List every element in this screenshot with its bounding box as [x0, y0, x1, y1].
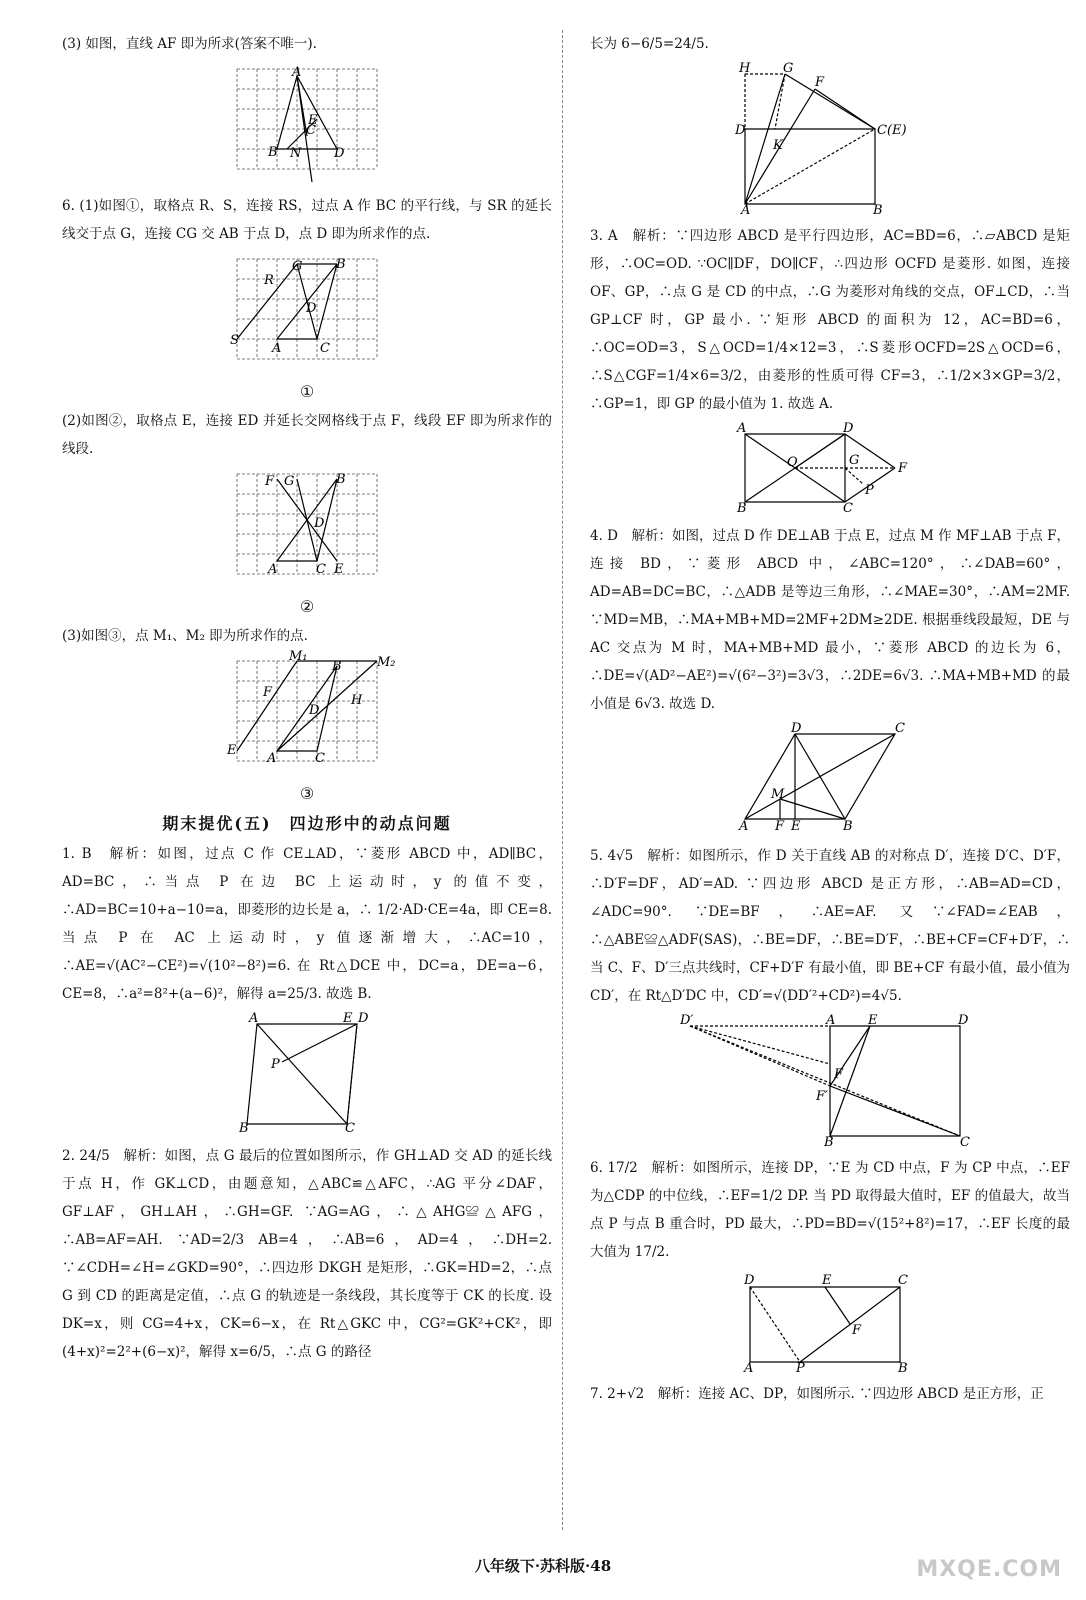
svg-text:D′: D′ [680, 1013, 694, 1028]
svg-text:C: C [898, 1273, 908, 1288]
svg-text:D: D [735, 123, 746, 138]
svg-text:E: E [227, 743, 237, 758]
svg-text:F: F [898, 461, 908, 476]
svg-text:C: C [315, 751, 325, 766]
question-3: 3. A 解析：∵四边形 ABCD 是平行四边形，AC=BD=6，∴▱ABCD 是矩形，∴OC=OD. ∵OC∥DF，DO∥CF，∴四边形 OCFD 是菱形. 如图，连接 OF、GP，∴点 G 是 CD 的中点，∴G 为菱形对角线的交点，OF⊥CD，∴当 GP⊥CF 时，GP 最小. ∵矩形 ABCD 的面积为 12，AC=BD=6，∴OC=OD=3，S△OCD=1/4×12=3，∴S菱形OCFD=2S△OCD=6，∴S△CGF=1/4×6=3/2，由菱形的性质可得 CF=3，∴1/2×3×GP=3/2，∴GP=1，即 GP 的最小值为 1. 故选 A. [590, 228, 1070, 412]
figure-1 [232, 254, 382, 374]
svg-text:F: F [775, 819, 785, 834]
svg-text:B: B [239, 1121, 249, 1136]
svg-text:B: B [873, 203, 883, 218]
svg-text:C: C [960, 1135, 970, 1150]
figure-2 [232, 469, 382, 589]
svg-text:N: N [290, 146, 302, 161]
svg-text:B: B [737, 501, 747, 516]
svg-text:A: A [292, 65, 302, 80]
question-2: 2. 24/5 解析：如图，点 G 最后的位置如图所示，作 GH⊥AD 交 AD 的延长线于点 H，作 GK⊥CD，由题意知，△ABC≌△AFC，∴AG 平分∠DAF，GF⊥AF，GH⊥AH，∴GH=GF. ∵AG=AG，∴△AHG≌△AFG，∴AB=AF=AH. ∵AD=2/3 AB=4，∴AB=6，AD=4，∴DH=2. ∵∠CDH=∠H=∠GKD=90°，∴四边形 DKGH 是矩形，∴GK=HD=2，∴点 G 到 CD 的距离是定值，∴点 G 的轨迹是一条线段，其长度等于 CK 的长度. 设 DK=x，则 CG=4+x，CK=6−x，在 Rt△GKC 中，CG²=GK²+CK²，即(4+x)²=2²+(6−x)²，解得 x=6/5，∴点 G 的路径 [62, 1148, 552, 1360]
svg-text:C: C [316, 562, 326, 577]
svg-text:C: C [843, 501, 853, 516]
right-column [590, 30, 1070, 1408]
question-5: 5. 4√5 解析：如图所示，作 D 关于直线 AB 的对称点 D′，连接 D′C、D′F，∴D′F=DF，AD′=AD. ∵四边形 ABCD 是正方形，∴AB=AD=CD，∠ADC=90°. ∵DE=BF，∴AE=AF. 又∵∠FAD=∠EAB，∴△ABE≌△ADF(SAS)，∴BE=DF，∴BE=D′F，∴BE+CF=CF+D′F，∴当 C、F、D′三点共线时，CF+D′F 有最小值，即 BE+CF 有最小值，最小值为 CD′，在 Rt△D′DC 中，CD′=√(DD′²+CD²)=4√5. [590, 848, 1070, 1004]
svg-text:E: E [334, 562, 344, 577]
svg-text:P: P [271, 1057, 280, 1072]
left-paragraph-4: (3)如图③，点 M₁、M₂ 即为所求作的点. [62, 628, 308, 644]
svg-text:E: E [868, 1013, 878, 1028]
svg-text:A: A [739, 819, 749, 834]
svg-text:C: C [306, 123, 316, 138]
svg-text:M₁: M₁ [289, 649, 308, 664]
question-7: 7. 2+√2 解析：连接 AC、DP，如图所示. ∵四边形 ABCD 是正方形，正 [590, 1386, 1044, 1402]
left-paragraph-2: 6. (1)如图①，取格点 R、S，连接 RS，过点 A 作 BC 的平行线，与 SR 的延长线交于点 G，连接 CG 交 AB 于点 D，点 D 即为所求作的点. [62, 198, 552, 242]
svg-text:D: D [958, 1013, 969, 1028]
svg-text:P: P [796, 1361, 805, 1376]
svg-text:E: E [822, 1273, 832, 1288]
svg-text:A: A [741, 203, 751, 218]
svg-text:B: B [268, 145, 278, 160]
caption-3: ③ [299, 784, 315, 803]
svg-text:D: D [843, 421, 854, 436]
question-4: 4. D 解析：如图，过点 D 作 DE⊥AB 于点 E，过点 M 作 MF⊥AB 于点 F，连接 BD，∵菱形 ABCD 中，∠ABC=120°，∴∠DAB=60°，AD=AB=DC=BC，∴△ADB 是等边三角形，∴∠MAE=30°，∴AM=2MF. ∵MD=MB，∴MA+MB+MD=2MF+2DM≥2DE. 根据垂线段最短，DE 与 AC 交点为 M 时，MA+MB+MD 最小，∵菱形 ABCD 的边长为 6，∴DE=√(AD²−AE²)=√(6²−3²)=3√3，∴2DE=6√3. ∴MA+MB+MD 的最小值是 6√3. 故选 D. [590, 528, 1070, 712]
page-footer: 八年级下·苏科版·48 [474, 1557, 612, 1575]
left-paragraph-1: (3) 如图，直线 AF 即为所求(答案不唯一). [62, 36, 317, 52]
svg-text:F: F [815, 75, 825, 90]
svg-text:G: G [783, 61, 794, 76]
svg-text:H: H [739, 61, 751, 76]
svg-text:G: G [284, 474, 295, 489]
svg-text:F: F [852, 1323, 862, 1338]
svg-text:A: A [268, 562, 278, 577]
left-column [62, 30, 552, 1366]
figure-q3 [735, 421, 925, 516]
svg-text:C(E): C(E) [877, 123, 907, 138]
figure-q2 [735, 61, 925, 218]
svg-text:G: G [292, 259, 303, 274]
right-paragraph-0: 长为 6−6/5=24/5. [590, 36, 709, 52]
svg-text:H: H [351, 693, 363, 708]
svg-text:D: D [358, 1011, 369, 1026]
svg-text:S: S [230, 333, 239, 348]
figure-line-af [232, 64, 382, 184]
watermark: MXQE.COM [916, 1557, 1062, 1582]
svg-text:F: F [834, 1067, 844, 1082]
svg-text:F: F [265, 474, 275, 489]
question-1: 1. B 解析：如图，过点 C 作 CE⊥AD，∵菱形 ABCD 中，AD∥BC，AD=BC，∴当点 P 在边 BC 上运动时，y 的值不变，∴AD=BC=10+a−10=a，即菱形的边长是 a，∴ 1/2·AD·CE=4a，即 CE=8. 当点 P 在 AC 上运动时，y 值逐渐增大，∴AC=10，∴AE=√(AC²−CE²)=√(10²−8²)=6. 在 Rt△DCE 中，DC=a，DE=a−6，CE=8，∴a²=8²+(a−6)²，解得 a=25/3. 故选 B. [62, 846, 552, 1002]
svg-text:A: A [272, 341, 282, 356]
svg-text:A: A [249, 1011, 259, 1026]
svg-text:A: A [737, 421, 747, 436]
caption-1: ① [299, 382, 315, 401]
figure-3 [227, 649, 396, 776]
svg-text:C: C [320, 341, 330, 356]
svg-text:M: M [771, 787, 785, 802]
svg-text:G: G [849, 453, 860, 468]
svg-text:P: P [865, 483, 874, 498]
svg-text:E: E [791, 819, 801, 834]
svg-text:E: E [343, 1011, 353, 1026]
svg-text:F′: F′ [816, 1089, 828, 1104]
svg-text:D: D [314, 516, 325, 531]
figure-q1 [237, 1011, 377, 1136]
svg-text:E: E [308, 113, 318, 128]
svg-text:R: R [264, 273, 274, 288]
svg-text:A: A [744, 1361, 754, 1376]
svg-text:F: F [263, 685, 273, 700]
svg-text:O: O [787, 455, 798, 470]
svg-text:A: A [826, 1013, 836, 1028]
svg-text:B: B [824, 1135, 834, 1150]
svg-text:D: D [306, 301, 317, 316]
svg-text:A: A [267, 751, 277, 766]
svg-text:C: C [345, 1121, 355, 1136]
svg-text:C: C [895, 721, 905, 736]
svg-text:B: B [898, 1361, 908, 1376]
svg-text:M₂: M₂ [377, 655, 396, 670]
svg-text:D: D [334, 146, 345, 161]
svg-text:K: K [773, 138, 783, 153]
figure-q6 [740, 1272, 920, 1376]
svg-text:B: B [336, 472, 346, 487]
column-divider [562, 30, 563, 1530]
question-6: 6. 17/2 解析：如图所示，连接 DP，∵E 为 CD 中点，F 为 CP 中点，∴EF 为△CDP 的中位线，∴EF=1/2 DP. 当 PD 取得最大值时，EF 的值最大，故当点 P 与点 B 重合时，PD 最大，∴PD=BD=√(15²+8²)=17，∴EF 长度的最大值为 17/2. [590, 1160, 1070, 1260]
svg-text:B: B [332, 659, 342, 674]
svg-text:D: D [309, 703, 320, 718]
svg-text:B: B [336, 257, 346, 272]
figure-q4 [735, 721, 925, 834]
svg-text:D: D [791, 721, 802, 736]
caption-2: ② [299, 597, 315, 616]
figure-q5 [680, 1013, 980, 1150]
svg-text:B: B [843, 819, 853, 834]
svg-text:D: D [744, 1273, 755, 1288]
section-title: 期末提优(五) 四边形中的动点问题 [162, 814, 452, 833]
left-paragraph-3: (2)如图②，取格点 E，连接 ED 并延长交网格线于点 F，线段 EF 即为所求作的线段. [62, 413, 552, 457]
